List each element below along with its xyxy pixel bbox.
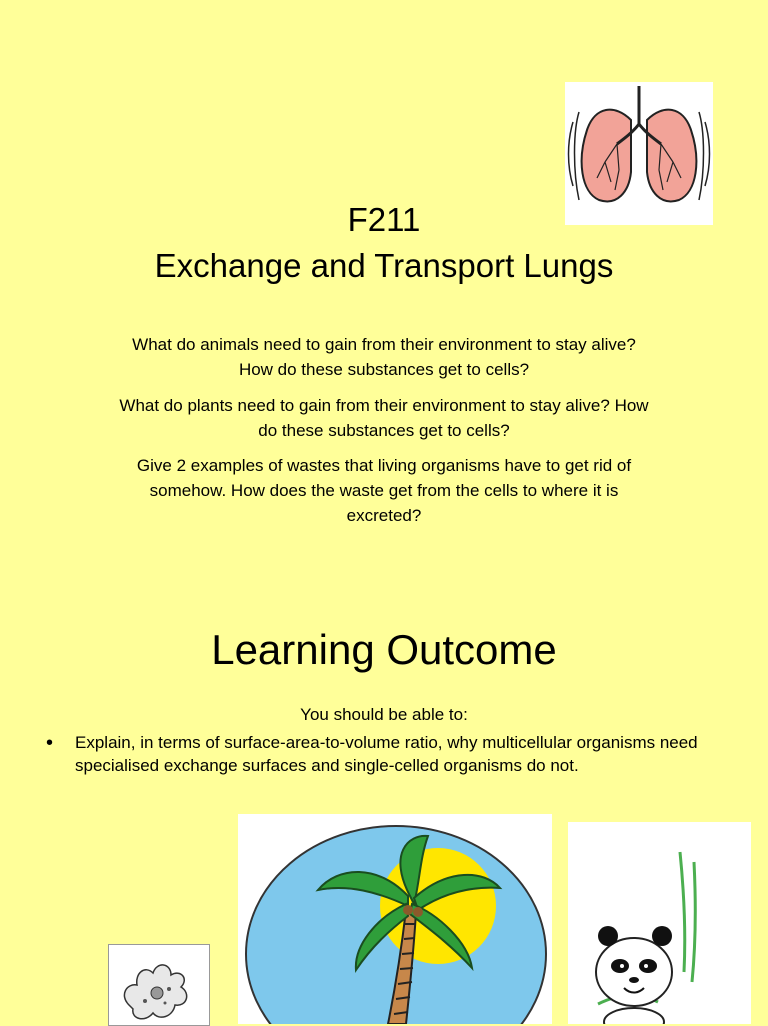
learning-outcome-subtitle: You should be able to: [300, 705, 468, 724]
question-wastes: Give 2 examples of wastes that living organisms have to get rid of somehow. How does the waste get from the cells to where it is excreted? [136, 456, 632, 525]
slide-title-code: F211 [347, 201, 421, 238]
panda-illustration [568, 822, 751, 1024]
palm-tree-illustration [238, 814, 552, 1024]
amoeba-illustration [108, 944, 210, 1026]
bullet-icon: • [46, 732, 54, 754]
question-plants: What do plants need to gain from their environment to stay alive? How do these substances get to cells? [119, 396, 649, 440]
learning-outcome-title: Learning Outcome [211, 626, 557, 673]
question-animals: What do animals need to gain from their environment to stay alive? How do these substances get to cells? [132, 335, 636, 379]
learning-outcome-bullet: Explain, in terms of surface-area-to-volume ratio, why multicellular organisms need specialised exchange surfaces and single-celled organisms do not. [75, 733, 698, 775]
slide-title: Exchange and Transport Lungs [154, 247, 614, 284]
